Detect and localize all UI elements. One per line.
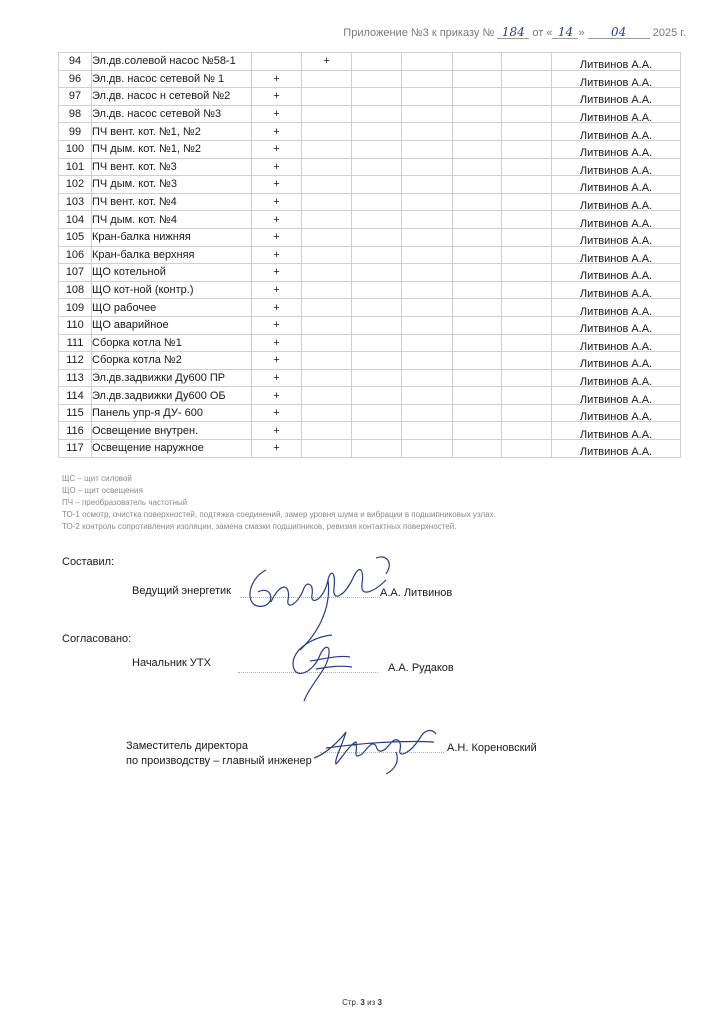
header-prefix: Приложение №3 к приказу № [343,27,495,39]
table-row [59,316,681,334]
schedule-cell [352,316,402,334]
schedule-cell [402,352,453,370]
schedule-mark: + [252,404,302,422]
table-row [59,105,681,123]
row-number: 107 [59,264,92,282]
executor-cell [552,176,681,194]
schedule-cell [302,404,352,422]
row-number: 100 [59,140,92,158]
schedule-cell [502,228,552,246]
row-number: 117 [59,440,92,458]
footer-prefix: Стр. [342,998,359,1007]
schedule-cell [352,440,402,458]
executor-name: Литвинов А.А. [579,147,653,159]
row-number: 111 [59,334,92,352]
schedule-cell [352,281,402,299]
agreed-name: А.А. Рудаков [388,662,454,674]
schedule-mark: + [252,299,302,317]
row-number: 115 [59,404,92,422]
schedule-cell [352,176,402,194]
executor-cell [552,246,681,264]
schedule-cell [402,193,453,211]
schedule-cell [352,88,402,106]
table-row [59,369,681,387]
executor-cell [552,387,681,405]
legend-notes [62,473,496,533]
table-row [59,53,681,71]
schedule-cell [352,193,402,211]
schedule-cell [302,140,352,158]
schedule-cell [453,228,502,246]
row-number: 101 [59,158,92,176]
equipment-name: Сборка котла №2 [92,352,252,370]
executor-name: Литвинов А.А. [579,164,653,176]
schedule-mark: + [252,88,302,106]
schedule-mark: + [252,387,302,405]
schedule-cell [502,387,552,405]
executor-name: Литвинов А.А. [579,59,653,71]
table-row [59,211,681,229]
table-row [59,88,681,106]
schedule-cell [352,264,402,282]
schedule-cell [453,246,502,264]
row-number: 99 [59,123,92,141]
schedule-cell [453,70,502,88]
schedule-cell [453,211,502,229]
korenovsky-signature [306,718,446,778]
table-row [59,299,681,317]
schedule-cell [302,281,352,299]
table-row [59,334,681,352]
schedule-mark: + [252,369,302,387]
schedule-cell [502,246,552,264]
schedule-cell [402,387,453,405]
table-row [59,387,681,405]
schedule-cell [252,53,302,71]
schedule-cell [453,105,502,123]
schedule-mark: + [252,193,302,211]
table-row [59,158,681,176]
schedule-cell [502,88,552,106]
table-row [59,404,681,422]
schedule-mark: + [252,123,302,141]
row-number: 104 [59,211,92,229]
row-number: 108 [59,281,92,299]
schedule-cell [302,387,352,405]
schedule-cell [453,158,502,176]
schedule-cell [302,70,352,88]
schedule-cell [402,316,453,334]
equipment-name: Эл.дв. насос сетевой № 1 [92,70,252,88]
schedule-cell [502,281,552,299]
schedule-cell [302,123,352,141]
row-number: 114 [59,387,92,405]
schedule-cell [453,404,502,422]
table-row [59,352,681,370]
schedule-cell [352,369,402,387]
schedule-cell [402,369,453,387]
schedule-cell [502,369,552,387]
executor-name: Литвинов А.А. [579,340,653,352]
executor-cell [552,88,681,106]
equipment-name: ПЧ дым. кот. №4 [92,211,252,229]
row-number: 116 [59,422,92,440]
equipment-name: Кран-балка нижняя [92,228,252,246]
executor-name: Литвинов А.А. [579,94,653,106]
schedule-cell [402,88,453,106]
schedule-cell [502,176,552,194]
table-row [59,440,681,458]
schedule-cell [302,352,352,370]
note-line: ТО-2 контроль сопротивления изоляции, замена смазки подшипников, ревизия контактных поверхностей. [62,522,457,531]
schedule-cell [302,246,352,264]
schedule-cell [402,140,453,158]
schedule-cell [302,422,352,440]
equipment-name: ПЧ вент. кот. №1, №2 [92,123,252,141]
row-number: 96 [59,70,92,88]
schedule-mark: + [252,316,302,334]
schedule-cell [453,334,502,352]
table-row [59,422,681,440]
executor-cell [552,228,681,246]
equipment-name: Эл.дв.солевой насос №58-1 [92,53,252,71]
executor-name: Литвинов А.А. [579,411,653,422]
agreed-label: Согласовано: [62,633,132,645]
row-number: 105 [59,228,92,246]
executor-name: Литвинов А.А. [579,375,653,387]
executor-name: Литвинов А.А. [579,235,653,247]
equipment-name: ЩО аварийное [92,316,252,334]
equipment-table-body [59,53,681,458]
agreed-position: Начальник УТХ [132,657,211,669]
equipment-name: ЩО котельной [92,264,252,282]
schedule-cell [352,334,402,352]
row-number: 94 [59,53,92,71]
schedule-cell [302,228,352,246]
schedule-cell [502,352,552,370]
executor-cell [552,404,681,422]
schedule-cell [453,281,502,299]
executor-name: Литвинов А.А. [579,393,653,405]
schedule-mark: + [252,105,302,123]
executor-cell [552,316,681,334]
schedule-cell [502,334,552,352]
schedule-mark: + [252,246,302,264]
schedule-cell [453,176,502,194]
executor-cell [552,53,681,71]
executor-name: Литвинов А.А. [579,182,653,194]
equipment-table [58,52,681,458]
note-line: ЩС – щит силовой [62,474,132,483]
table-row [59,140,681,158]
schedule-cell [402,404,453,422]
schedule-cell [302,334,352,352]
schedule-cell [502,264,552,282]
schedule-cell [502,316,552,334]
schedule-cell [302,440,352,458]
deputy-position-line1: Заместитель директора [126,740,248,752]
schedule-mark: + [252,440,302,458]
schedule-cell [502,193,552,211]
executor-cell [552,158,681,176]
schedule-cell [453,352,502,370]
header-from: от « [532,27,553,39]
schedule-cell [352,422,402,440]
compiled-label: Составил: [62,556,115,568]
schedule-cell [502,140,552,158]
schedule-cell [453,140,502,158]
executor-name: Литвинов А.А. [579,217,653,229]
schedule-cell [402,123,453,141]
deputy-position-line2: по производству – главный инженер [126,755,312,767]
schedule-cell [502,211,552,229]
schedule-cell [453,299,502,317]
schedule-cell [302,316,352,334]
schedule-cell [402,70,453,88]
schedule-cell [453,422,502,440]
equipment-name: ЩО рабочее [92,299,252,317]
schedule-cell [352,387,402,405]
executor-cell [552,369,681,387]
schedule-cell [402,158,453,176]
schedule-cell [352,70,402,88]
footer-page: 3 [360,998,365,1007]
schedule-cell [453,88,502,106]
schedule-cell [402,422,453,440]
schedule-cell [352,404,402,422]
table-row [59,70,681,88]
schedule-mark: + [252,211,302,229]
schedule-cell [302,299,352,317]
executor-name: Литвинов А.А. [579,252,653,264]
executor-name: Литвинов А.А. [579,76,653,88]
schedule-cell [402,211,453,229]
schedule-cell [302,211,352,229]
equipment-name: Эл.дв.задвижки Ду600 ПР [92,369,252,387]
row-number: 102 [59,176,92,194]
schedule-cell [402,281,453,299]
executor-name: Литвинов А.А. [579,129,653,141]
schedule-cell [502,53,552,71]
executor-cell [552,123,681,141]
schedule-cell [402,246,453,264]
schedule-cell [453,53,502,71]
executor-name: Литвинов А.А. [579,305,653,317]
equipment-name: Эл.дв. насос сетевой №3 [92,105,252,123]
note-line: ПЧ – преобразователь частотный [62,498,188,507]
header-close-quote: » [578,27,585,39]
table-row [59,193,681,211]
order-number: 184 [497,26,529,39]
schedule-cell [502,299,552,317]
page-footer [0,998,724,1007]
note-line: ТО-1 осмотр, очистка поверхностей, подтяжка соединений, замер уровня шума и вибрации в подшипниковых узлах. [62,510,496,519]
executor-cell [552,105,681,123]
equipment-name: ПЧ вент. кот. №4 [92,193,252,211]
equipment-name: Эл.дв.задвижки Ду600 ОБ [92,387,252,405]
schedule-cell [352,140,402,158]
order-year: 2025 г. [652,27,686,39]
schedule-cell [302,176,352,194]
schedule-cell [453,369,502,387]
executor-name: Литвинов А.А. [579,200,653,211]
schedule-cell [302,369,352,387]
row-number: 106 [59,246,92,264]
equipment-name: Сборка котла №1 [92,334,252,352]
schedule-mark: + [252,228,302,246]
schedule-cell [453,123,502,141]
equipment-name: Освещение внутрен. [92,422,252,440]
equipment-name: Кран-балка верхняя [92,246,252,264]
table-row [59,246,681,264]
schedule-cell [502,70,552,88]
equipment-name: ПЧ дым. кот. №3 [92,176,252,194]
schedule-cell [352,246,402,264]
table-row [59,123,681,141]
schedule-cell [402,440,453,458]
schedule-cell [502,422,552,440]
schedule-mark: + [252,334,302,352]
compiled-position: Ведущий энергетик [132,585,231,597]
schedule-cell [502,105,552,123]
schedule-cell [402,334,453,352]
executor-name: Литвинов А.А. [579,112,653,123]
schedule-cell [502,404,552,422]
schedule-cell [453,316,502,334]
table-row [59,228,681,246]
schedule-cell [502,158,552,176]
table-row [59,176,681,194]
schedule-mark: + [252,264,302,282]
schedule-cell [302,88,352,106]
schedule-cell [302,158,352,176]
schedule-cell [352,105,402,123]
row-number: 109 [59,299,92,317]
schedule-cell [502,440,552,458]
row-number: 97 [59,88,92,106]
row-number: 110 [59,316,92,334]
executor-cell [552,264,681,282]
schedule-cell [402,264,453,282]
equipment-name: ПЧ дым. кот. №1, №2 [92,140,252,158]
table-row [59,281,681,299]
schedule-cell [502,123,552,141]
executor-cell [552,422,681,440]
schedule-cell [302,105,352,123]
equipment-name: ЩО кот-ной (контр.) [92,281,252,299]
schedule-cell [352,228,402,246]
executor-cell [552,299,681,317]
row-number: 112 [59,352,92,370]
schedule-mark: + [252,281,302,299]
schedule-mark: + [302,53,352,71]
equipment-name: Эл.дв. насос н сетевой №2 [92,88,252,106]
executor-cell [552,281,681,299]
schedule-cell [453,387,502,405]
schedule-cell [352,123,402,141]
executor-cell [552,70,681,88]
executor-cell [552,211,681,229]
executor-cell [552,140,681,158]
footer-of: из [367,998,376,1007]
schedule-cell [453,264,502,282]
executor-cell [552,352,681,370]
schedule-cell [352,299,402,317]
equipment-name: ПЧ вент. кот. №3 [92,158,252,176]
row-number: 113 [59,369,92,387]
executor-name: Литвинов А.А. [579,428,653,440]
equipment-name: Панель упр-я ДУ- 600 [92,404,252,422]
schedule-cell [352,352,402,370]
executor-cell [552,334,681,352]
executor-name: Литвинов А.А. [579,446,653,458]
executor-cell [552,193,681,211]
executor-cell [552,440,681,458]
schedule-mark: + [252,140,302,158]
schedule-cell [402,176,453,194]
order-day: 14 [552,26,578,39]
schedule-cell [402,299,453,317]
equipment-name: Освещение наружное [92,440,252,458]
schedule-cell [402,105,453,123]
schedule-cell [302,264,352,282]
schedule-cell [302,193,352,211]
order-month: 04 [588,26,650,39]
schedule-mark: + [252,70,302,88]
deputy-name: А.Н. Кореновский [447,742,537,754]
executor-name: Литвинов А.А. [579,323,653,334]
schedule-cell [402,228,453,246]
row-number: 98 [59,105,92,123]
document-header [343,26,686,39]
schedule-mark: + [252,352,302,370]
schedule-mark: + [252,158,302,176]
schedule-cell [352,211,402,229]
schedule-cell [352,158,402,176]
schedule-cell [453,440,502,458]
footer-total: 3 [377,998,382,1007]
executor-name: Литвинов А.А. [579,270,653,282]
schedule-cell [453,193,502,211]
compiled-name: А.А. Литвинов [380,587,453,599]
rudakov-signature [280,625,360,705]
schedule-mark: + [252,422,302,440]
table-row [59,264,681,282]
row-number: 103 [59,193,92,211]
schedule-cell [352,53,402,71]
note-line: ЩО – щит освещения [62,486,143,495]
executor-name: Литвинов А.А. [579,358,653,370]
executor-name: Литвинов А.А. [579,288,653,299]
schedule-cell [402,53,453,71]
schedule-mark: + [252,176,302,194]
